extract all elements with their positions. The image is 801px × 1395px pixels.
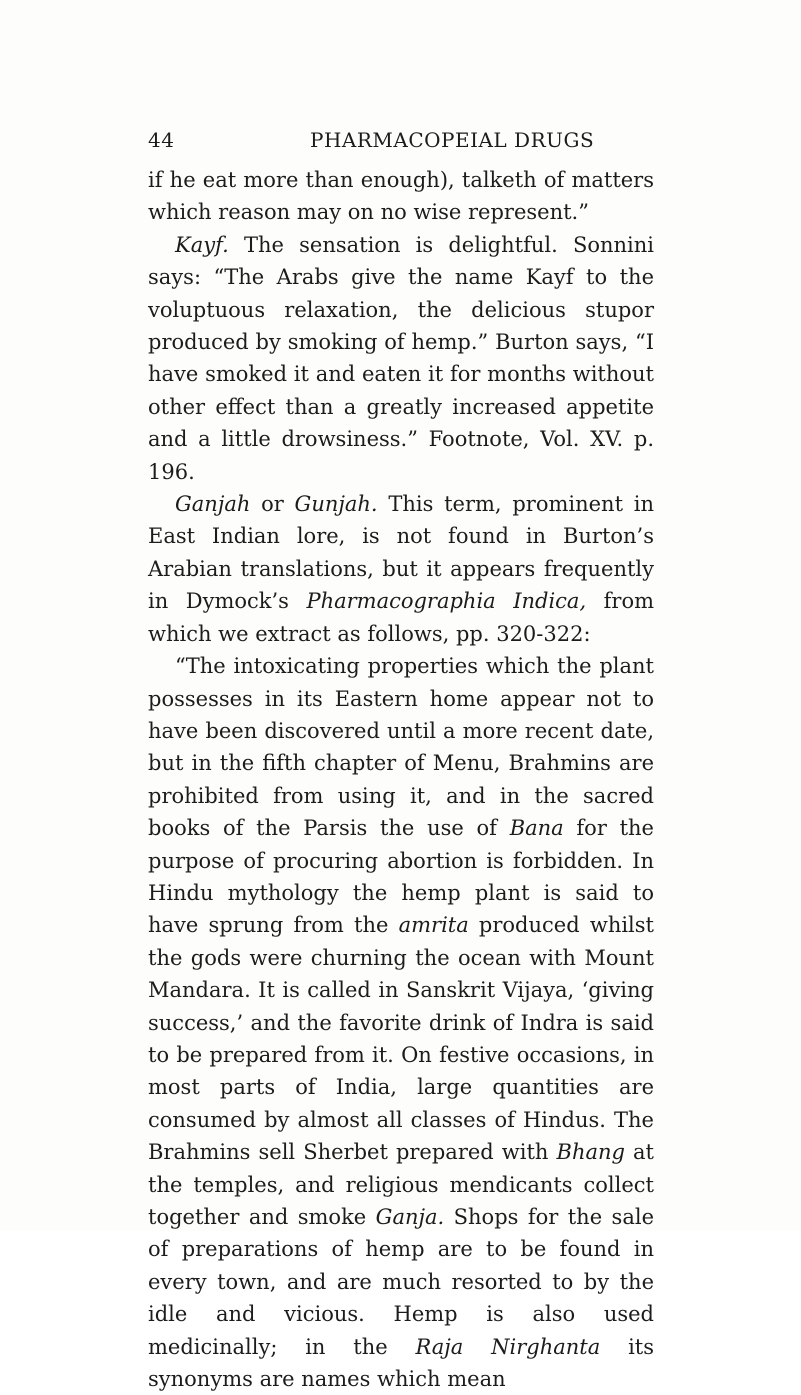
running-title: PHARMACOPEIAL DRUGS — [310, 128, 595, 152]
italic-term: Bhang — [556, 1140, 625, 1165]
page-header — [148, 128, 648, 158]
italic-term: Bana — [509, 816, 564, 841]
paragraph-quote — [148, 650, 654, 1395]
text-run: produced whilst the gods were churning the ocean with Mount Mandara. It is called in Sanskrit Vijaya, ‘giving success,’ and the favorite drink of Indra is said to be prepared from it. On festive occasions, in most parts of India, large quantities are consumed by almost all classes of Hindus. The Brahmins sell Sherbet prepared with — [148, 913, 654, 1165]
text-run: for the purpose of procuring abortion is forbidden. In Hindu mythology the hemp plant is said to have sprung from the — [148, 816, 654, 938]
page-number: 44 — [148, 128, 175, 152]
italic-term: Ganja. — [375, 1205, 445, 1229]
paragraph-ganjah — [148, 488, 654, 650]
paragraph-continuation — [148, 164, 654, 229]
text-run: or — [250, 492, 295, 517]
text-run: This term, prominent in East Indian lore, is not found in Burton’s Arabian translations, but it appears frequently in Dymock’s — [148, 492, 654, 614]
body-text — [148, 164, 654, 1395]
text-run: from which we extract as follows, pp. 320-322: — [148, 589, 655, 646]
italic-term: Gunjah. — [294, 492, 378, 517]
text-run: its synonyms are names which mean — [148, 1334, 654, 1392]
text-run: at the temples, and religious mendicants collect together and smoke — [148, 1140, 654, 1229]
paragraph-kayf — [148, 229, 654, 488]
italic-book-title: Raja Nirghanta — [415, 1334, 601, 1359]
text-run: “The intoxicating properties which the plant possesses in its Eastern home appear not to have been discovered until a more recent date, but in the fifth chapter of Menu, Brahmins are prohibited from using it, and in the sacred books of the Parsis the use of — [148, 654, 654, 841]
text-run: Shops for the sale of preparations of hemp are to be found in every town, and are much resorted to by the idle and vicious. Hemp is also used medicinally; in the — [148, 1205, 655, 1359]
text-run: The sensation is delightful. Sonnini says: “The Arabs give the name Kayf to the voluptuous relaxation, the delicious stupor produced by smoking of hemp.” Burton says, “I have smoked it and eaten it for months without other effect than a greatly increased appetite and a little drowsiness.” Footnote, Vol. XV. p. 196. — [148, 232, 654, 484]
italic-term: Ganjah — [175, 492, 251, 517]
italic-book-title: Pharmacographia Indica, — [306, 589, 587, 614]
italic-term: amrita — [398, 913, 469, 938]
italic-term: Kayf. — [175, 232, 229, 257]
text-run: if he eat more than enough), talketh of matters which reason may on no wise represent.” — [148, 168, 654, 225]
